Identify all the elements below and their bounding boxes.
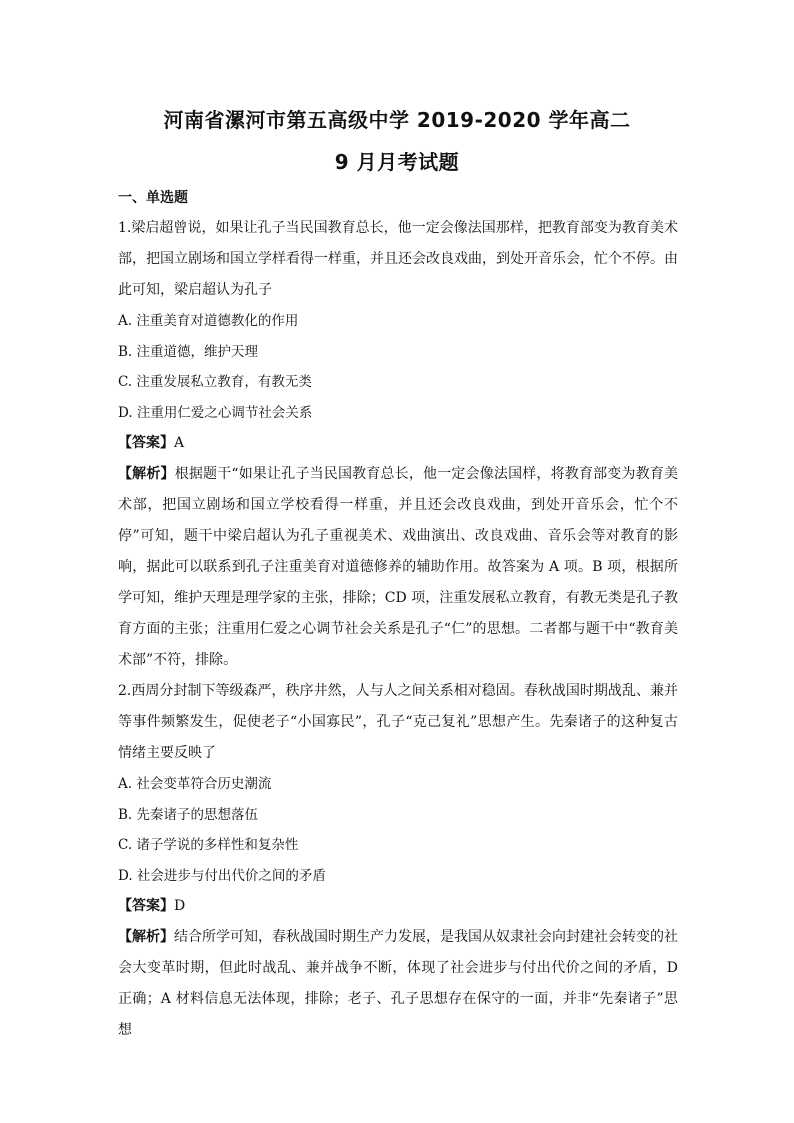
answer-value: D (174, 898, 186, 914)
option-d: D. 注重用仁爱之心调节社会关系 (118, 404, 313, 421)
question-stem: 1.梁启超曾说，如果让孔子当民国教育总长，他一定会像法国那样，把教育部变为教育美术部，把国立剧场和国立学样看得一样重，并且还会改良戏曲，到处开音乐会，忙个不停。由此可知，梁启超认为孔子 (118, 220, 678, 298)
section-heading: 一、单选题 (118, 190, 188, 206)
option-a: A. 注重美育对道德教化的作用 (118, 313, 299, 329)
analysis-text: 根据题干“如果让孔子当民国教育总长，他一定会像法国样，将教育部变为教育美术部，把国立剧场和国立学校看得一样重，并且还会改良戏曲，到处开音乐会，忙个不停”可知，题干中梁启超认为孔子重视美术、戏曲演出、改良戏曲、音乐会等对教育的影响，据此可以联系到孔子注重美育对道德修养的辅助作用。故答案为 A 项。B 项，根据所学可知，维护天理是理学家的主张，排除；CD 项，注重发展私立教育，有教无类是孔子教育方面的主张；注重用仁爱之心调节社会关系是孔子“仁”的思想。二者都与题干中“教育美术部”不符，排除。 (118, 466, 679, 668)
analysis (118, 459, 678, 676)
question-stem: 2.西周分封制下等级森严，秩序井然，人与人之间关系相对稳固。春秋战国时期战乱、兼并等事件频繁发生，促使老子“小国寡民”，孔子“克己复礼”思想产生。先秦诸子的这种复古情绪主要反映了 (118, 683, 678, 761)
analysis (118, 922, 678, 1046)
exam-content (118, 183, 678, 1046)
document-title: 河南省漯河市第五高级中学 2019-2020 学年高二 (163, 108, 631, 132)
analysis-text: 结合所学可知，春秋战国时期生产力发展，是我国从奴隶社会向封建社会转变的社会大变革时期，但此时战乱、兼并战争不断，体现了社会进步与付出代价之间的矛盾，D 正确；A 材料信息无法体现，排除；老子、孔子思想存在保守的一面，并非“先秦诸子”思想 (118, 929, 678, 1038)
option-c: C. 诸子学说的多样性和复杂性 (118, 837, 299, 853)
answer-line (118, 428, 678, 459)
answer-line (118, 891, 678, 922)
option-b: B. 注重道德，维护天理 (118, 343, 259, 360)
document-subtitle: 9 月月考试题 (334, 150, 460, 174)
answer-label: 【答案】 (118, 435, 174, 451)
answer-label: 【答案】 (118, 898, 174, 914)
option-a: A. 社会变革符合历史潮流 (118, 776, 272, 792)
question-1 (118, 213, 678, 676)
option-d: D. 社会进步与付出代价之间的矛盾 (118, 867, 326, 884)
option-c: C. 注重发展私立教育，有教无类 (118, 374, 312, 390)
answer-value: A (174, 435, 185, 451)
question-2 (118, 676, 678, 1046)
option-b: B. 先秦诸子的思想落伍 (118, 806, 259, 823)
analysis-label: 【解析】 (118, 466, 175, 482)
analysis-label: 【解析】 (118, 929, 174, 945)
